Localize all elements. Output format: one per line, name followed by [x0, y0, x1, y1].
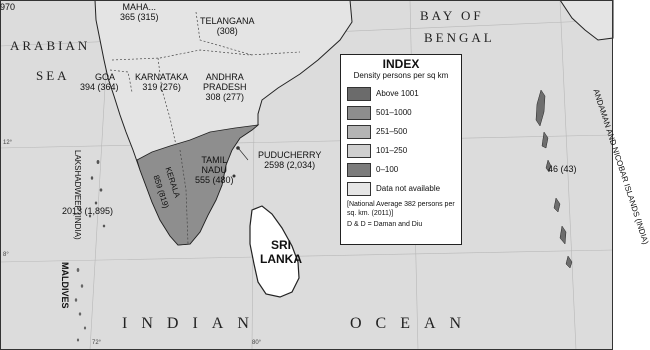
maharashtra-name: MAHA...	[122, 2, 157, 12]
andaman-value: 46 (43)	[548, 164, 577, 174]
karnataka-value: 319 (276)	[142, 82, 181, 92]
arabian-sea-label-2: SEA	[36, 68, 70, 83]
tamil-nadu-label	[195, 155, 234, 185]
andhra-name-1: ANDHRA	[205, 72, 244, 82]
legend-item	[347, 103, 455, 122]
maldives-islands	[75, 268, 86, 342]
legend-item	[347, 179, 455, 198]
legend-label: 101–250	[376, 146, 408, 155]
lakshadweep-label: LAKSHADWEEP (INDIA)	[73, 150, 82, 240]
andhra-name-2: PRADESH	[203, 82, 247, 92]
legend-item	[347, 122, 455, 141]
telangana-label	[200, 16, 255, 36]
karnataka-name: KARNATAKA	[135, 72, 189, 82]
maharashtra-value: 365 (315)	[120, 12, 159, 22]
tamil-name-2: NADU	[201, 165, 228, 175]
indian-ocean-label-2: OCEAN	[350, 315, 476, 332]
legend-item	[347, 84, 455, 103]
puducherry-pointer	[239, 149, 248, 160]
legend-swatch	[347, 106, 371, 120]
arabian-sea-label-1: ARABIAN	[10, 38, 91, 53]
telangana-name: TELANGANA	[200, 16, 255, 26]
andaman-nicobar-islands	[536, 90, 572, 268]
legend-swatch	[347, 144, 371, 158]
puducherry-label	[258, 150, 321, 170]
puducherry-value: 2598 (2,034)	[264, 160, 316, 170]
legend-item	[347, 160, 455, 179]
top-left-value: 970	[0, 2, 16, 12]
andaman-label: ANDAMAN AND NICOBAR ISLANDS (INDIA)	[591, 88, 650, 246]
legend-label: Data not available	[376, 184, 441, 193]
sri-name: SRI	[270, 238, 291, 252]
legend-swatch	[347, 182, 371, 196]
lanka-name: LANKA	[260, 252, 302, 266]
goa-value: 394 (364)	[80, 82, 119, 92]
maldives-label: MALDIVES	[60, 262, 70, 309]
goa-name: GOA	[94, 72, 115, 82]
coord-tick-12: 12°	[3, 140, 13, 146]
legend-box	[340, 54, 462, 245]
tamil-name-1: TAMIL	[201, 155, 228, 165]
maharashtra-label	[120, 2, 159, 22]
coord-tick-80: 80°	[252, 340, 262, 346]
lakshadweep-islands	[89, 160, 105, 227]
kerala-name: KERALA	[163, 166, 182, 199]
legend-label: 251–500	[376, 127, 408, 136]
puducherry-name: PUDUCHERRY	[258, 150, 322, 160]
legend-subtitle: Density persons per sq km	[353, 71, 449, 80]
telangana-value: (308)	[216, 26, 238, 36]
legend-item	[347, 141, 455, 160]
andhra-value: 308 (277)	[205, 92, 245, 102]
coord-tick-72: 72°	[92, 340, 102, 346]
legend-label: 0–100	[376, 165, 399, 174]
kerala-value: 859 (819)	[151, 174, 171, 210]
indian-ocean-label-1: INDIAN	[122, 315, 263, 332]
karnataka-label	[135, 72, 188, 92]
legend-rows	[347, 84, 455, 198]
andhra-pradesh-label	[203, 72, 247, 102]
mainland-india	[95, 0, 352, 245]
sri-lanka-label	[260, 238, 302, 266]
legend-title: INDEX	[382, 57, 420, 71]
legend-swatch	[347, 87, 371, 101]
coord-tick-8: 8°	[3, 252, 9, 258]
legend-abbrev: D & D = Daman and Diu	[347, 221, 423, 228]
bay-of-bengal-label-1: BAY OF	[420, 8, 484, 23]
bay-of-bengal-label-2: BENGAL	[424, 30, 495, 45]
goa-label	[80, 72, 120, 92]
legend-label: Above 1001	[376, 89, 419, 98]
tamil-value: 555 (480)	[195, 175, 234, 185]
legend-note: [National Average 382 persons per sq. km. (2011)]	[347, 201, 455, 217]
legend-label: 501–1000	[376, 108, 412, 117]
lakshadweep-value: 2013 (1,895)	[62, 206, 114, 216]
legend-swatch	[347, 125, 371, 139]
legend-swatch	[347, 163, 371, 177]
ne-coast	[560, 0, 613, 40]
